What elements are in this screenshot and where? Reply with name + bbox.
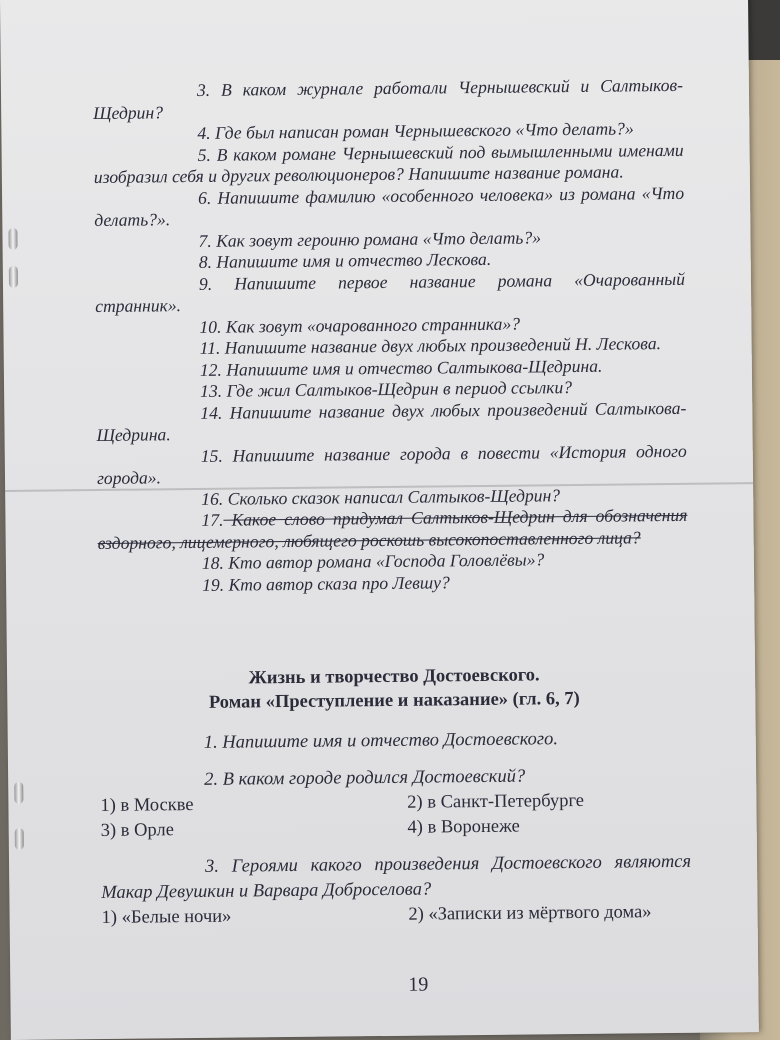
question-text: Напишите первое название романа «Очарованный странник». bbox=[95, 268, 686, 317]
answer-option: 1) «Белые ночи» bbox=[101, 906, 232, 928]
question-item bbox=[93, 75, 683, 124]
question-number: 19. bbox=[202, 574, 225, 595]
question-text: В каком журнале работали Чернышевский и Салтыков-Щедрин? bbox=[93, 74, 684, 123]
question-text: Где жил Салтыков-Щедрин в период ссылки? bbox=[226, 377, 573, 401]
question-text: Кто автор сказа про Левшу? bbox=[228, 571, 450, 595]
question-text: Кто автор романа «Господа Головлёвы»? bbox=[228, 549, 545, 573]
question-text: Где был написан роман Чернышевского «Что делать?» bbox=[214, 118, 634, 143]
question-text: Сколько сказок написал Салтыков-Щедрин? bbox=[227, 484, 561, 509]
question-item bbox=[101, 850, 691, 906]
section-heading bbox=[99, 662, 689, 716]
staple-hole bbox=[14, 782, 23, 804]
question-number: 17. bbox=[201, 509, 224, 530]
question-number: 14. bbox=[200, 402, 223, 423]
question-number: 15. bbox=[200, 445, 223, 466]
question-text: Героями какого произведения Достоевского являются Макар Девушкин и Варвара Доброселова? bbox=[101, 851, 692, 903]
question-text: Напишите имя и отчество Салтыкова-Щедрина. bbox=[226, 355, 603, 380]
question-item bbox=[94, 182, 684, 231]
question-text: Напишите название двух любых произведений Н. Лескова. bbox=[224, 333, 662, 358]
question-number: 12. bbox=[199, 359, 222, 380]
question-text: Напишите фамилию «особенного человека» из романа «Что делать?». bbox=[94, 182, 685, 231]
staple-hole bbox=[15, 828, 24, 850]
section-heading-line2: Роман «Преступление и наказание» (гл. 6, 7) bbox=[208, 688, 580, 713]
question-item-struck bbox=[97, 505, 687, 554]
question-number: 16. bbox=[201, 488, 224, 509]
section-questions bbox=[100, 726, 692, 931]
question-number: 5. bbox=[197, 144, 211, 165]
question-number: 10. bbox=[199, 316, 222, 337]
question-item bbox=[95, 268, 685, 317]
answer-option: 3) в Орле bbox=[100, 820, 175, 841]
question-number: 4. bbox=[197, 122, 211, 143]
staple-hole bbox=[8, 228, 17, 250]
question-item bbox=[96, 397, 686, 446]
answer-options-row bbox=[101, 900, 691, 931]
section-heading-line1: Жизнь и творчество Достоевского. bbox=[248, 665, 540, 689]
question-number: 6. bbox=[197, 187, 212, 208]
question-item bbox=[97, 440, 687, 489]
question-number: 3. bbox=[204, 856, 220, 877]
question-text: Как зовут «очарованного странника»? bbox=[225, 313, 521, 337]
page-text bbox=[93, 75, 692, 931]
question-number: 18. bbox=[201, 552, 225, 573]
question-number: 9. bbox=[198, 273, 213, 294]
question-text: Напишите имя и отчество Лескова. bbox=[216, 248, 492, 272]
question-text: В каком городе родился Достоевский? bbox=[222, 766, 526, 790]
question-number: 3. bbox=[196, 79, 211, 100]
question-number: 11. bbox=[199, 337, 221, 358]
question-text: Напишите название двух любых произведений Салтыкова-Щедрина. bbox=[96, 397, 687, 446]
answer-option: 2) в Санкт-Петербурге bbox=[407, 790, 585, 813]
question-text: Напишите имя и отчество Достоевского. bbox=[222, 729, 559, 753]
page-number: 19 bbox=[408, 973, 429, 996]
answer-option: 1) в Москве bbox=[100, 795, 194, 816]
question-text: Какое слово придумал Салтыков-Щедрин для обозначения вздорного, лицемерного, любящего роскошь высокопоставленного лица? bbox=[97, 504, 688, 553]
answer-option: 2) «Записки из мёртвого дома» bbox=[408, 902, 652, 925]
question-text: Напишите название города в повести «История одного города». bbox=[96, 440, 687, 489]
question-number: 2. bbox=[204, 769, 219, 790]
question-item bbox=[94, 139, 684, 188]
question-number: 13. bbox=[199, 380, 223, 401]
question-number: 1. bbox=[203, 732, 218, 753]
staple-hole bbox=[9, 266, 18, 288]
question-text: Как зовут героиню романа «Что делать?» bbox=[216, 226, 542, 251]
answer-option: 4) в Воронеже bbox=[407, 816, 520, 838]
question-text: В каком романе Чернышевский под вымышленными именами изобразил себя и других революционеров? Напишите название романа. bbox=[93, 139, 684, 188]
question-number: 8. bbox=[198, 251, 213, 272]
question-number: 7. bbox=[198, 230, 212, 251]
